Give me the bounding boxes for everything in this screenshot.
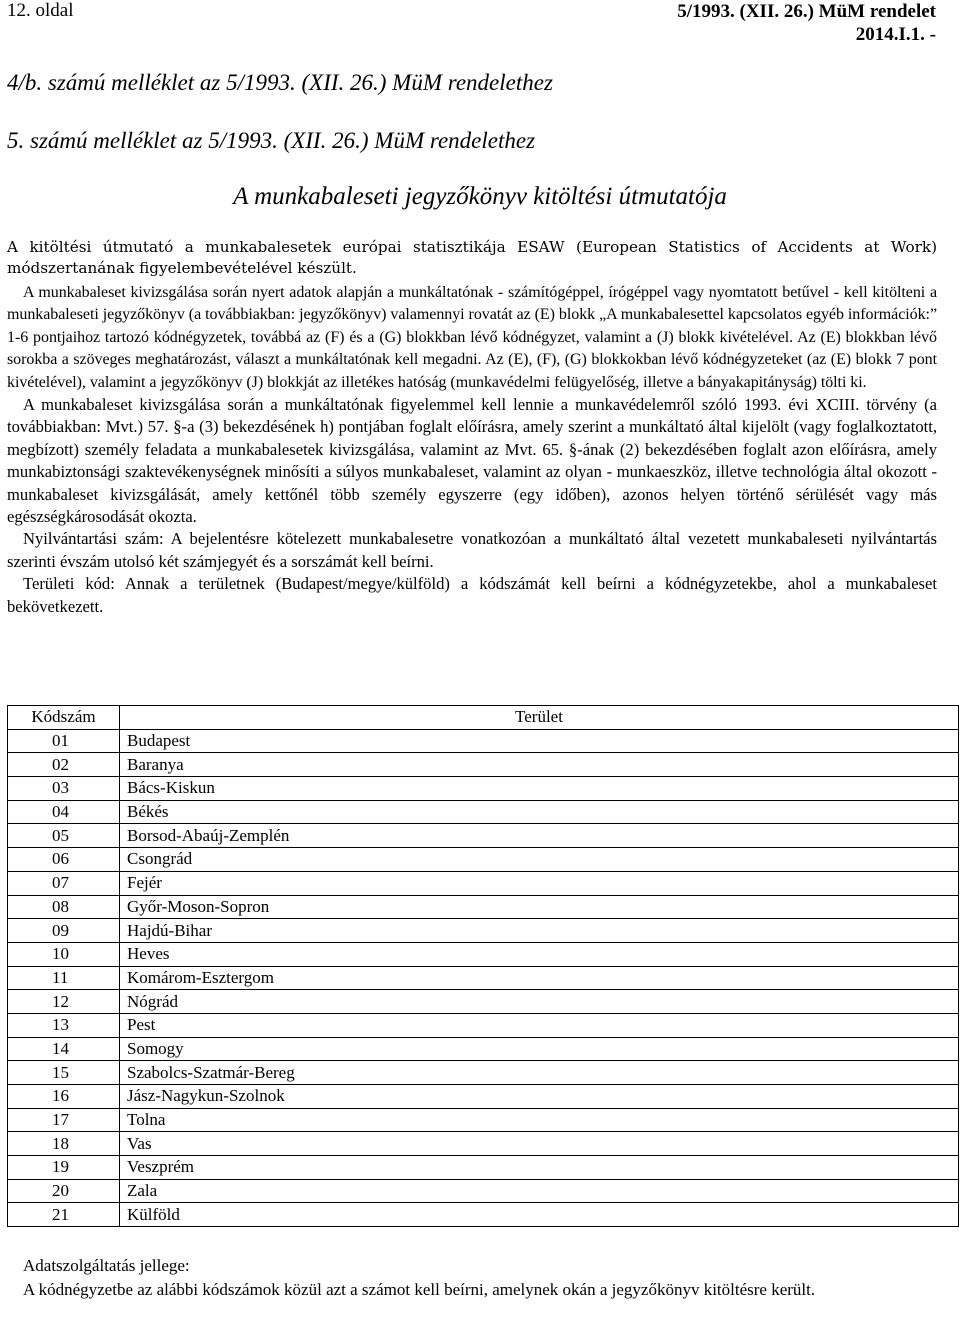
area-cell: Veszprém	[120, 1156, 959, 1180]
area-cell: Hajdú-Bihar	[120, 919, 959, 943]
code-cell: 08	[8, 895, 120, 919]
body-text	[7, 282, 937, 618]
code-cell: 01	[8, 729, 120, 753]
code-cell: 15	[8, 1061, 120, 1085]
column-header-code: Kódszám	[8, 706, 120, 730]
paragraph-completion-rules: A munkabaleset kivizsgálása során nyert adatok alapján a munkáltatónak - számítógéppel, írógéppel vagy nyomtatott betűvel - kell kitölteni a munkabaleseti jegyzőkönyv (a továbbiakban: jegyzőkönyv) valamennyi rovatát az (E) blokk „A munkabalesettel kapcsolatos egyéb információk:” 1-6 pontjaihoz tartozó kódnégyzetek, továbbá az (F) és a (G) blokkban lévő kódnégyzet, valamint a (J) blokk kivételével. Az (E) blokkban lévő sorokba a szöveges meghatározást, választ a munkáltatónak kell megadni. Az (E), (F), (G) blokkokban lévő kódnégyzeteket (az (E) blokk 7 pont kivételével), valamint a jegyzőkönyv (J) blokkját az illetékes hatóság (munkavédelmi felügyelőség, illetve a bányakapitányság) tölti ki.	[7, 284, 937, 391]
code-cell: 10	[8, 942, 120, 966]
table-row	[8, 1156, 959, 1180]
paragraph-registration-number: Nyilvántartási szám: A bejelentésre kötelezett munkabalesetre vonatkozóan a munkáltató által vezetett munkabaleseti nyilvántartás szerinti évszám utolsó két számjegyét és a sorszámát kell beírni.	[7, 529, 937, 571]
table-row	[8, 800, 959, 824]
table-header-row	[8, 706, 959, 730]
area-cell: Fejér	[120, 871, 959, 895]
table-row	[8, 848, 959, 872]
regulation-name: 5/1993. (XII. 26.) MüM rendelet	[677, 1, 936, 22]
area-cell: Somogy	[120, 1037, 959, 1061]
area-cell: Komárom-Esztergom	[120, 966, 959, 990]
table-row	[8, 990, 959, 1014]
area-cell: Nógrád	[120, 990, 959, 1014]
code-cell: 12	[8, 990, 120, 1014]
table-row	[8, 1108, 959, 1132]
code-cell: 16	[8, 1085, 120, 1109]
area-cell: Csongrád	[120, 848, 959, 872]
area-cell: Jász-Nagykun-Szolnok	[120, 1085, 959, 1109]
area-cell: Zala	[120, 1179, 959, 1203]
table-row	[8, 1013, 959, 1037]
code-cell: 18	[8, 1132, 120, 1156]
table-row	[8, 824, 959, 848]
table-row	[8, 966, 959, 990]
area-cell: Bács-Kiskun	[120, 777, 959, 801]
area-cell: Győr-Moson-Sopron	[120, 895, 959, 919]
table-row	[8, 942, 959, 966]
table-row	[8, 895, 959, 919]
code-cell: 05	[8, 824, 120, 848]
document-title: A munkabaleseti jegyzőkönyv kitöltési útmutatója	[233, 183, 727, 210]
area-code-table	[7, 705, 959, 1227]
table-row	[8, 1037, 959, 1061]
code-cell: 19	[8, 1156, 120, 1180]
table-row	[8, 729, 959, 753]
area-cell: Külföld	[120, 1203, 959, 1227]
code-cell: 07	[8, 871, 120, 895]
code-cell: 11	[8, 966, 120, 990]
paragraph-investigation: A munkabaleset kivizsgálása során a munkáltatónak figyelemmel kell lennie a munkavédelemről szóló 1993. évi XCIII. törvény (a továbbiakban: Mvt.) 57. §-a (3) bekezdésének h) pontjában foglalt előírásra, amely szerint a munkáltató által kijelölt (vagy foglalkoztatott, megbízott) személy feladata a munkabalesetek kivizsgálása, valamint az Mvt. 65. §-ának (2) bekezdésében foglalt azon előírásra, amely munkabiztonsági szaktevékenységnek minősíti a súlyos munkabaleset, valamint az olyan - munkaeszköz, illetve technológia által okozott - munkabaleset kivizsgálását, amely kettőnél több személy egyszerre (egy időben), azonos helyen történő sérülését vagy más egészségkárosodását okozta.	[7, 395, 937, 527]
table-row	[8, 1061, 959, 1085]
table-row	[8, 1085, 959, 1109]
area-cell: Baranya	[120, 753, 959, 777]
regulation-header	[677, 0, 936, 46]
footer-text: A kódnégyzetbe az alábbi kódszámok közül azt a számot kell beírni, amelynek okán a jegyzőkönyv kitöltésre került.	[23, 1280, 816, 1299]
area-cell: Budapest	[120, 729, 959, 753]
area-cell: Heves	[120, 942, 959, 966]
code-cell: 06	[8, 848, 120, 872]
code-cell: 17	[8, 1108, 120, 1132]
annex-heading-4b: 4/b. számú melléklet az 5/1993. (XII. 26.) MüM rendelethez	[7, 70, 553, 95]
area-cell: Pest	[120, 1013, 959, 1037]
code-cell: 03	[8, 777, 120, 801]
table-row	[8, 1132, 959, 1156]
page-number: 12. oldal	[7, 0, 74, 21]
code-cell: 04	[8, 800, 120, 824]
area-cell: Szabolcs-Szatmár-Bereg	[120, 1061, 959, 1085]
table-row	[8, 871, 959, 895]
table-row	[8, 777, 959, 801]
code-cell: 20	[8, 1179, 120, 1203]
area-cell: Vas	[120, 1132, 959, 1156]
regulation-version: 2014.I.1. -	[855, 24, 936, 45]
table-row	[8, 919, 959, 943]
intro-paragraph: A kitöltési útmutató a munkabalesetek európai statisztikája ESAW (European Statistics of Accidents at Work) módszertanának figyelembevételével készült.	[7, 238, 937, 277]
area-cell: Tolna	[120, 1108, 959, 1132]
table-row	[8, 1179, 959, 1203]
code-cell: 14	[8, 1037, 120, 1061]
code-cell: 09	[8, 919, 120, 943]
column-header-area: Terület	[120, 706, 959, 730]
area-cell: Békés	[120, 800, 959, 824]
table-row	[8, 1203, 959, 1227]
paragraph-area-code: Területi kód: Annak a területnek (Budapest/megye/külföld) a kódszámát kell beírni a kódnégyzetekbe, ahol a munkabaleset bekövetkezett.	[7, 574, 937, 616]
table-row	[8, 753, 959, 777]
code-cell: 02	[8, 753, 120, 777]
code-cell: 13	[8, 1013, 120, 1037]
code-cell: 21	[8, 1203, 120, 1227]
footer-heading: Adatszolgáltatás jellege:	[23, 1256, 190, 1275]
footer	[7, 1254, 937, 1302]
annex-heading-5: 5. számú melléklet az 5/1993. (XII. 26.) MüM rendelethez	[7, 128, 536, 153]
area-cell: Borsod-Abaúj-Zemplén	[120, 824, 959, 848]
